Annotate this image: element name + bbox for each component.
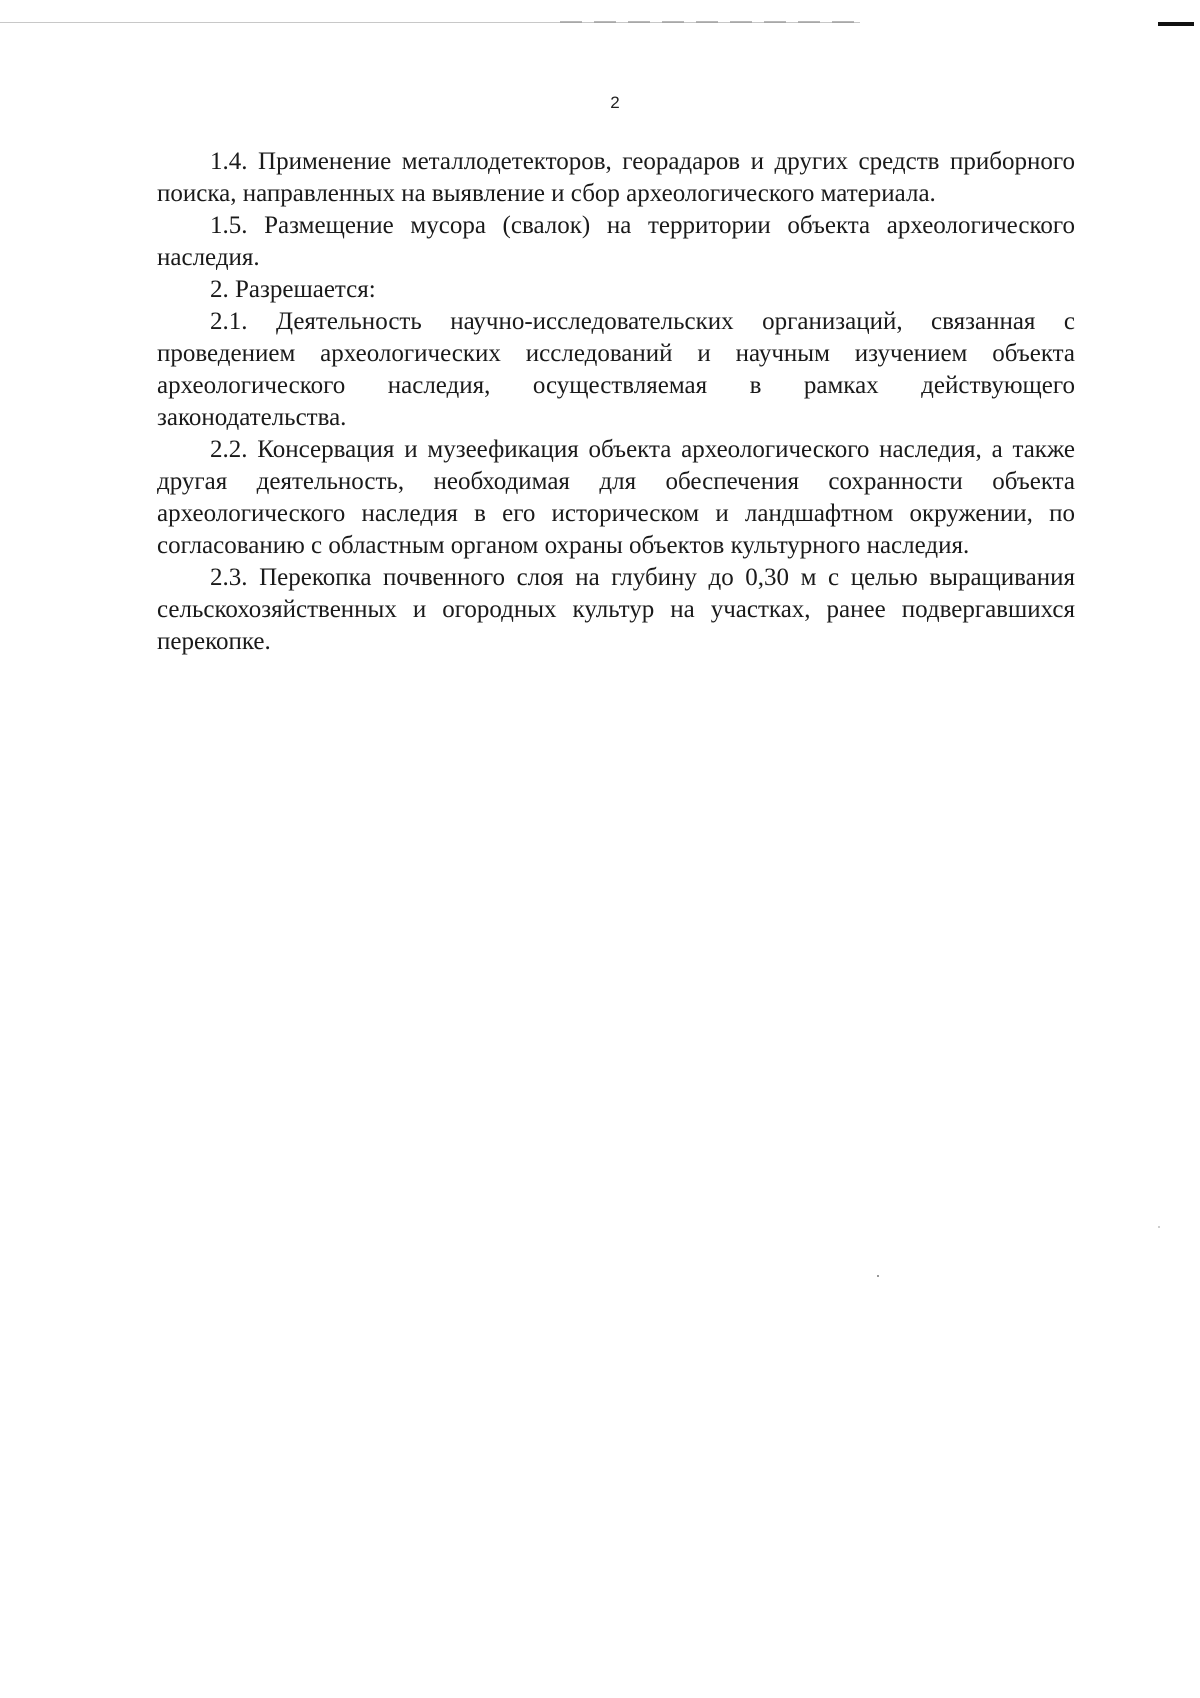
paragraph-2-2: 2.2. Консервация и музеефикация объекта археологического наследия, а также другая деятельность, необходимая для обеспечения сохранности объекта археологического наследия в его историческом и ландшафтном окружении, по согласованию с областным органом охраны объектов культурного наследия. [157,436,1075,559]
page-number: 2 [610,93,620,112]
paragraph-1-4: 1.4. Применение металлодетекторов, георадаров и других средств приборного поиска, направленных на выявление и сбор археологического материала. [157,148,1075,207]
corner-scan-mark [1158,22,1194,26]
document-body [157,146,1075,658]
scan-speck [1158,1226,1160,1228]
scan-edge-marks [560,21,860,23]
paragraph-2-1: 2.1. Деятельность научно-исследовательских организаций, связанная с проведением археологических исследований и научным изучением объекта археологического наследия, осуществляемая в рамках действующего законодательства. [157,308,1075,431]
scan-speck [877,1275,879,1277]
paragraph-1-5: 1.5. Размещение мусора (свалок) на территории объекта археологического наследия. [157,212,1075,271]
paragraph-2: 2. Разрешается: [210,276,376,303]
paragraph-2-3: 2.3. Перекопка почвенного слоя на глубину до 0,30 м с целью выращивания сельскохозяйственных и огородных культур на участках, ранее подвергавшихся перекопке. [157,564,1075,655]
